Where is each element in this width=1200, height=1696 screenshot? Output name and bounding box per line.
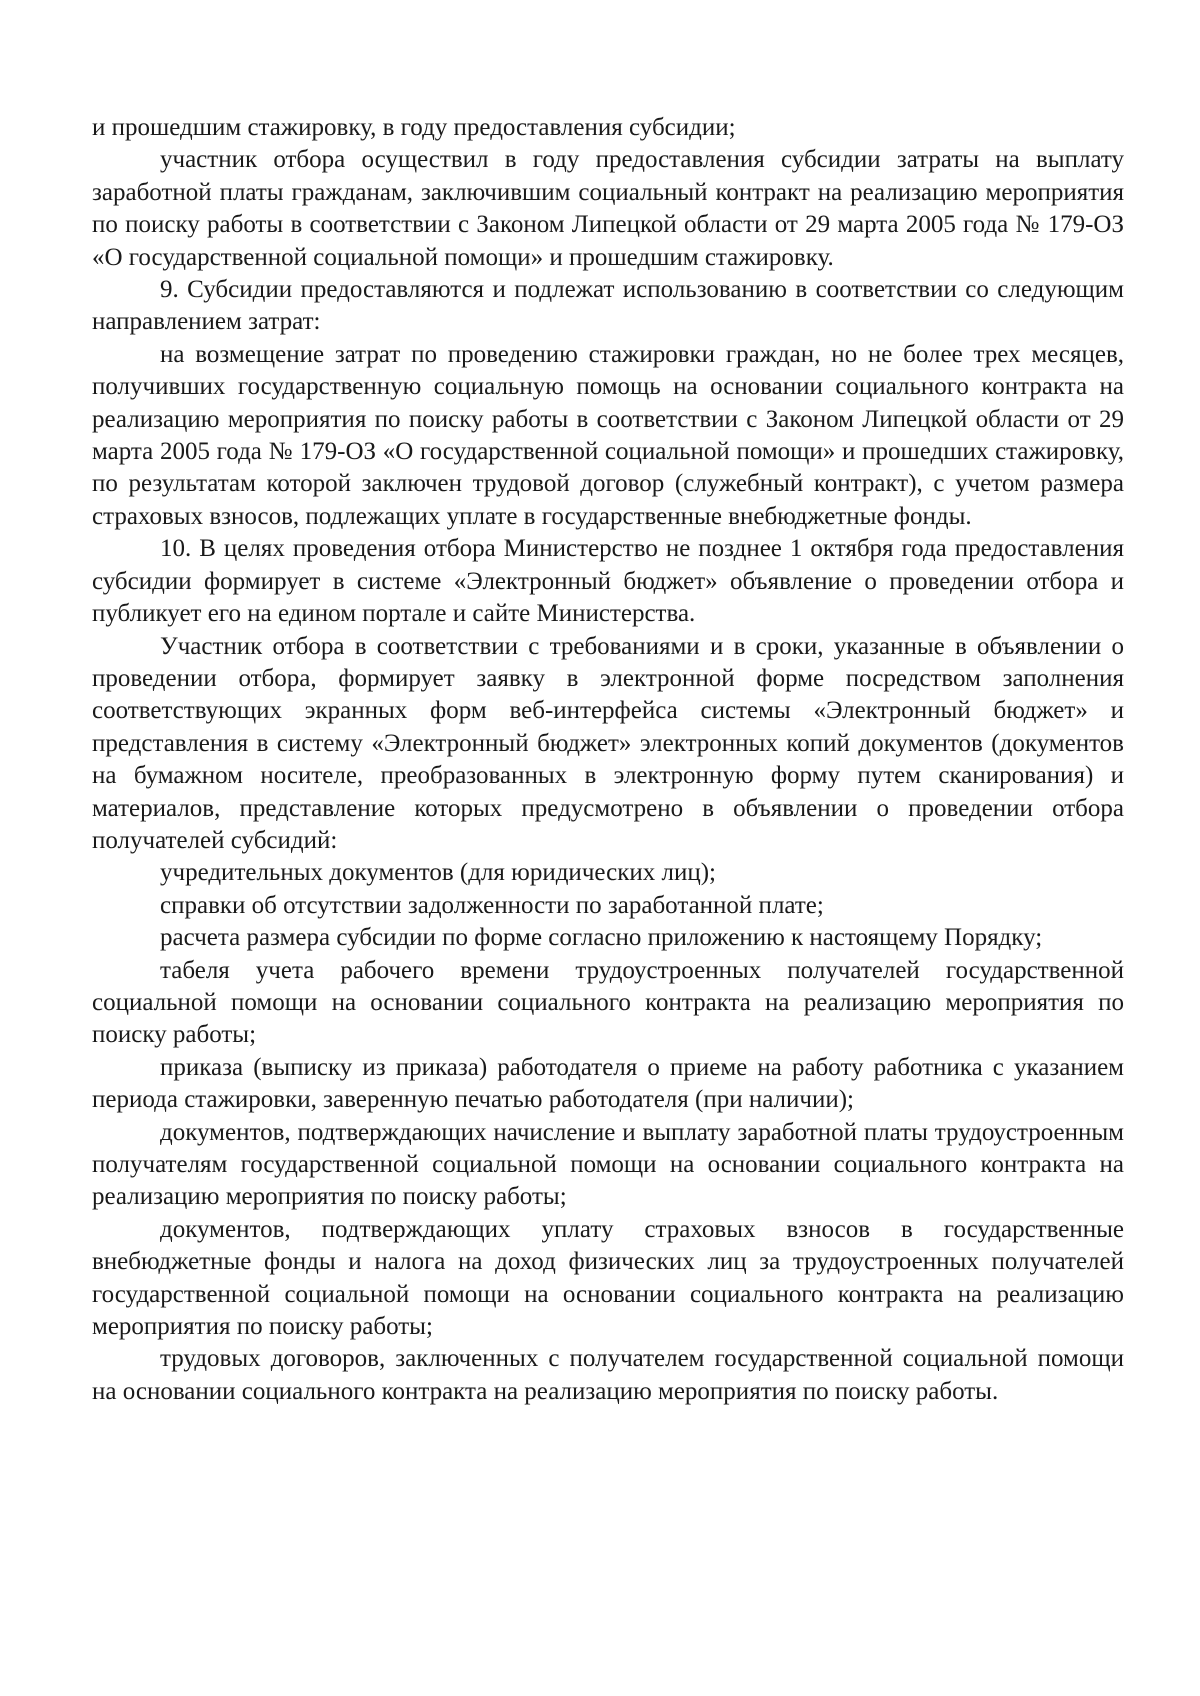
list-item-debt-certificate: справки об отсутствии задолженности по заработанной плате; xyxy=(160,891,824,919)
paragraph-continuation: и прошедшим стажировку, в году предоставления субсидии; xyxy=(92,114,736,141)
list-item-subsidy-calculation: расчета размера субсидии по форме согласно приложению к настоящему Порядку; xyxy=(160,924,1043,952)
paragraph-cost-direction: на возмещение затрат по проведению стажировки граждан, но не более трех месяцев, получивших государственную социальную помощь на основании социального контракта на реализацию мероприятия по поиску работы в соответствии с Законом Липецкой области от 29 марта 2005 года № 179-ОЗ «О государственной социальной помощи» и прошедших стажировку, по результатам которой заключен трудовой договор (служебный контракт), с учетом размера страховых взносов, подлежащих уплате в государственные внебюджетные фонды. xyxy=(92,340,1124,530)
paragraph-application: Участник отбора в соответствии с требованиями и в сроки, указанные в объявлении о проведении отбора, формирует заявку в электронной форме посредством заполнения соответствующих экранных форм веб-интерфейса системы «Электронный бюджет» и представления в систему «Электронный бюджет» электронных копий документов (документов на бумажном носителе, преобразованных в электронную форму путем сканирования) и материалов, представление которых предусмотрено в объявлении о проведении отбора получателей субсидий: xyxy=(92,632,1124,854)
list-item-insurance-docs: документов, подтверждающих уплату страховых взносов в государственные внебюджетные фонды и налога на доход физических лиц за трудоустроенных получателей государственной социальной помощи на основании социального контракта на реализацию мероприятия по поиску работы; xyxy=(92,1215,1124,1341)
paragraph-participant-costs: участник отбора осуществил в году предоставления субсидии затраты на выплату заработной платы гражданам, заключившим социальный контракт на реализацию мероприятия по поиску работы в соответствии с Законом Липецкой области от 29 марта 2005 года № 179-ОЗ «О государственной социальной помощи» и прошедшим стажировку. xyxy=(92,146,1124,271)
document-page xyxy=(92,112,1124,1408)
list-item-employment-order: приказа (выписку из приказа) работодателя о приеме на работу работника с указанием периода стажировки, заверенную печатью работодателя (при наличии); xyxy=(92,1053,1124,1114)
list-item-timesheet: табеля учета рабочего времени трудоустроенных получателей государственной социальной помощи на основании социального контракта на реализацию мероприятия по поиску работы; xyxy=(92,956,1124,1049)
paragraph-item-9: 9. Субсидии предоставляются и подлежат использованию в соответствии со следующим направлением затрат: xyxy=(92,276,1124,336)
paragraph-item-10: 10. В целях проведения отбора Министерство не позднее 1 октября года предоставления субсидии формирует в системе «Электронный бюджет» объявление о проведении отбора и публикует его на едином портале и сайте Министерства. xyxy=(92,535,1124,628)
list-item-salary-docs: документов, подтверждающих начисление и выплату заработной платы трудоустроенным получателям государственной социальной помощи на основании социального контракта на реализацию мероприятия по поиску работы; xyxy=(92,1118,1124,1211)
list-item-labor-contracts: трудовых договоров, заключенных с получателем государственной социальной помощи на основании социального контракта на реализацию мероприятия по поиску работы. xyxy=(92,1345,1124,1405)
list-item-founding-docs: учредительных документов (для юридических лиц); xyxy=(160,859,716,887)
